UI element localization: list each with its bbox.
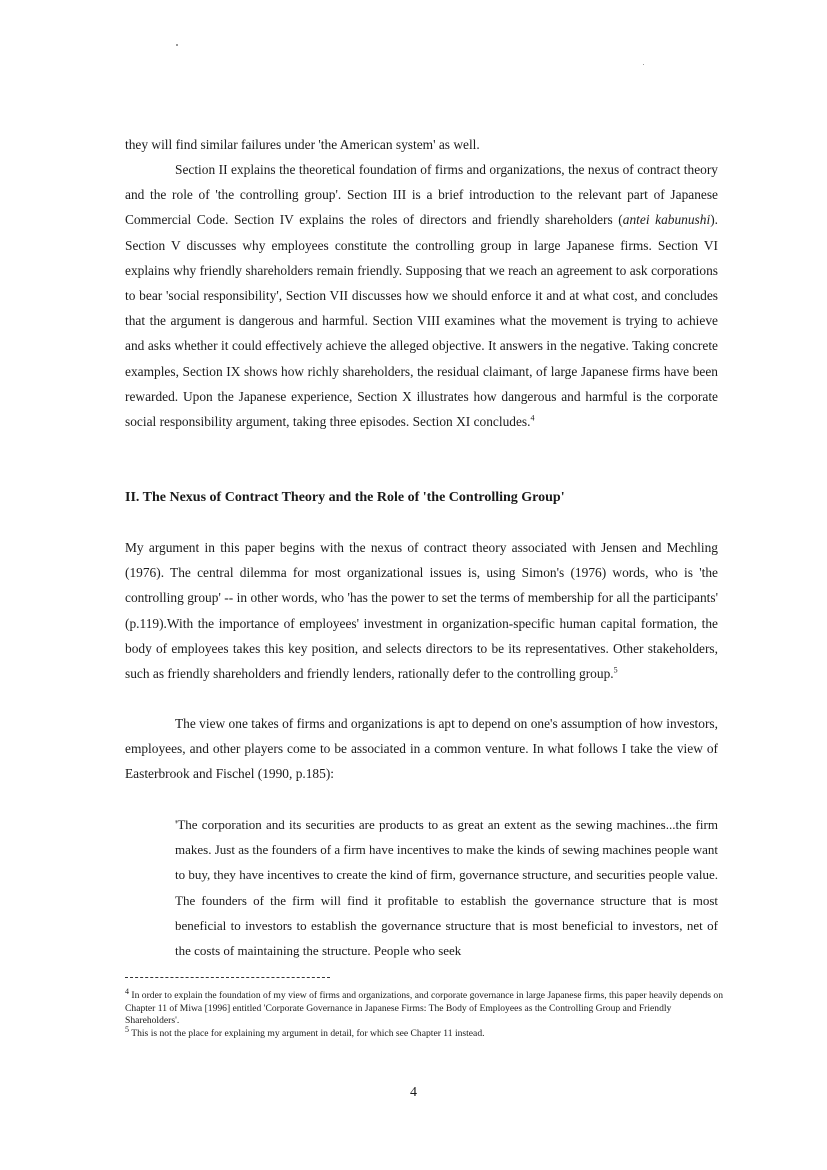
footnote-text: In order to explain the foundation of my view of firms and organizations, and corporate governance in large Japanese firms, this paper heavily depends on Chapter 11 of Miwa [1996] entitled 'Corporate Governance in Japanese Firms: The Body of Employees as the Controlling Group and Friendly Shareholders'.	[125, 990, 724, 1026]
overview-text-start: Section II explains the theoretical foundation of firms and organizations, the nexus of contract theory and the role of 'the controlling group'. Section III is a brief introduction to the relevant part of Japanese Commercial Code. Section IV explains the roles of directors and friendly shareholders (	[125, 162, 718, 228]
footnote-ref-5[interactable]: 5	[613, 665, 618, 675]
block-quote: 'The corporation and its securities are products to as great an extent as the sewing machines...the firm makes. Just as the founders of a firm have incentives to make the kinds of sewing machines people want to buy, they have incentives to create the kind of firm, governance structure, and securities people value. The founders of the firm will find it profitable to establish the governance structure that is most beneficial to investors to establish the governance structure that is most beneficial to investors, net of the costs of maintaining the structure. People who seek	[175, 817, 718, 959]
overview-text-end: ). Section V discusses why employees constitute the controlling group in large Japanese firms. Section VI explains why friendly shareholders remain friendly. Supposing that we reach an agreement to ask corporations to bear 'social responsibility', Section VII discusses how we should enforce it and at what cost, and concludes that the argument is dangerous and harmful. Section VIII examines what the movement is trying to achieve and asks whether it could effectively achieve the alleged objective. It answers in the negative. Taking concrete examples, Section IX shows how richly shareholders, the residual claimant, of large Japanese firms have been rewarded. Upon the Japanese experience, Section X illustrates how dangerous and harmful is the corporate social responsibility argument, taking three episodes. Section XI concludes.	[125, 212, 718, 430]
footnote-4	[125, 986, 725, 1028]
footnote-text: This is not the place for explaining my argument in detail, for which see Chapter 11 instead.	[131, 1027, 485, 1039]
footnote-ref-4[interactable]: 4	[530, 413, 535, 423]
nexus-paragraph	[125, 535, 718, 686]
continuation-line: they will find similar failures under 'the American system' as well.	[125, 137, 480, 152]
footnote-mark: 5	[125, 1024, 129, 1034]
overview-term: antei kabunushi	[622, 212, 711, 228]
footnote-5	[125, 1024, 725, 1041]
footnote-divider	[125, 977, 330, 978]
page-number: 4	[410, 1085, 417, 1100]
footnote-mark: 4	[125, 986, 129, 996]
footnotes	[125, 986, 725, 1040]
scan-speck	[176, 44, 178, 46]
section-overview-paragraph	[125, 157, 718, 434]
view-paragraph: The view one takes of firms and organizations is apt to depend on one's assumption of how investors, employees, and other players come to be associated in a common venture. In what follows I take the view of Easterbrook and Fischel (1990, p.185):	[125, 716, 718, 782]
nexus-paragraph-text: My argument in this paper begins with the nexus of contract theory associated with Jensen and Mechling (1976). The central dilemma for most organizational issues is, using Simon's (1976) words, who is 'the controlling group' -- in other words, who 'has the power to set the terms of membership for all the participants' (p.119).With the importance of employees' investment in organization-specific human capital formation, the body of employees takes this key position, and selects directors to be its representatives. Other stakeholders, such as friendly shareholders and friendly lenders, rationally defer to the controlling group.	[125, 540, 718, 682]
scan-speck	[643, 64, 644, 65]
section-heading: II. The Nexus of Contract Theory and the Role of 'the Controlling Group'	[125, 490, 565, 505]
